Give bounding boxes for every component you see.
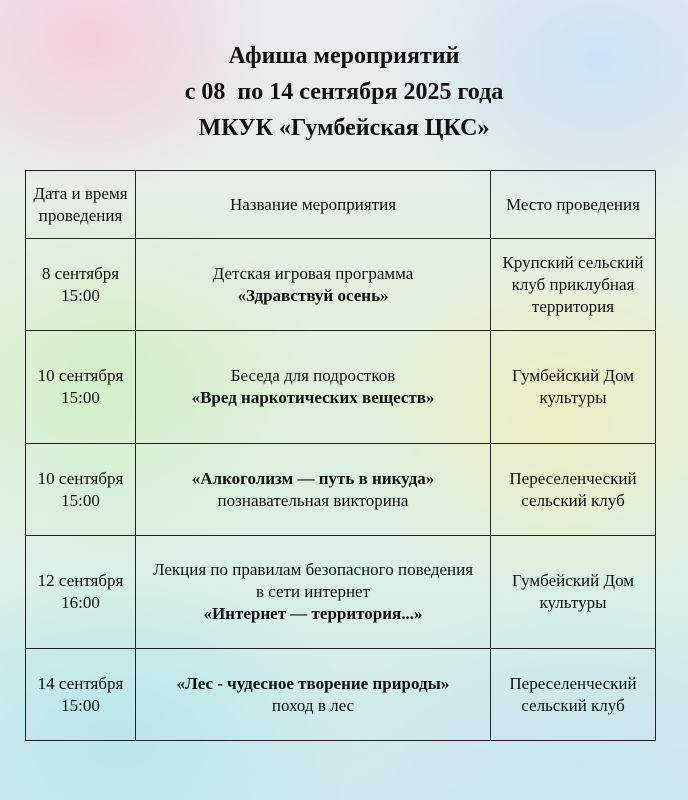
event-place: Переселенческий сельский клуб <box>491 444 656 536</box>
event-name <box>136 239 491 331</box>
event-date: 14 сентября 15:00 <box>26 649 136 741</box>
event-name <box>136 444 491 536</box>
header-name: Название мероприятия <box>136 171 491 239</box>
events-table <box>25 170 656 741</box>
event-place: Гумбейский Дом культуры <box>491 331 656 444</box>
table-row <box>26 444 656 536</box>
event-description: Беседа для подростков <box>230 366 396 385</box>
event-description: Лекция по правилам безопасного поведения <box>152 560 474 579</box>
event-place: Крупский сельский клуб приклубная территория <box>491 239 656 331</box>
event-name <box>136 536 491 649</box>
event-description: Детская игровая программа <box>212 263 414 283</box>
event-place: Переселенческий сельский клуб <box>491 649 656 741</box>
table-row <box>26 239 656 331</box>
title-line-1: Афиша мероприятий <box>228 43 460 69</box>
event-title: «Алкоголизм — путь в никуда» <box>191 468 435 488</box>
table-header-row <box>26 171 656 239</box>
event-description: поход в лес <box>271 695 355 715</box>
event-date: 8 сентября 15:00 <box>26 239 136 331</box>
event-place: Гумбейский Дом культуры <box>491 536 656 649</box>
title-line-2: с 08 по 14 сентября 2025 года <box>184 79 504 105</box>
event-name <box>136 649 491 741</box>
event-name <box>136 331 491 444</box>
event-description-cont: в сети интернет <box>255 582 371 601</box>
event-description: познавательная викторина <box>217 490 409 510</box>
event-title: «Интернет — территория...» <box>203 604 423 623</box>
header-date: Дата и время проведения <box>26 171 136 239</box>
title-line-3: МКУК «Гумбейская ЦКС» <box>198 115 490 141</box>
event-date: 10 сентября 15:00 <box>26 331 136 444</box>
event-date: 12 сентября 16:00 <box>26 536 136 649</box>
poster-title <box>0 38 688 146</box>
event-title: «Вред наркотических веществ» <box>191 388 435 407</box>
event-title: «Здравствуй осень» <box>237 285 389 305</box>
table-row <box>26 649 656 741</box>
event-date: 10 сентября 15:00 <box>26 444 136 536</box>
header-place: Место проведения <box>491 171 656 239</box>
table-row <box>26 331 656 444</box>
table-row <box>26 536 656 649</box>
event-title: «Лес - чудесное творение природы» <box>176 673 450 693</box>
